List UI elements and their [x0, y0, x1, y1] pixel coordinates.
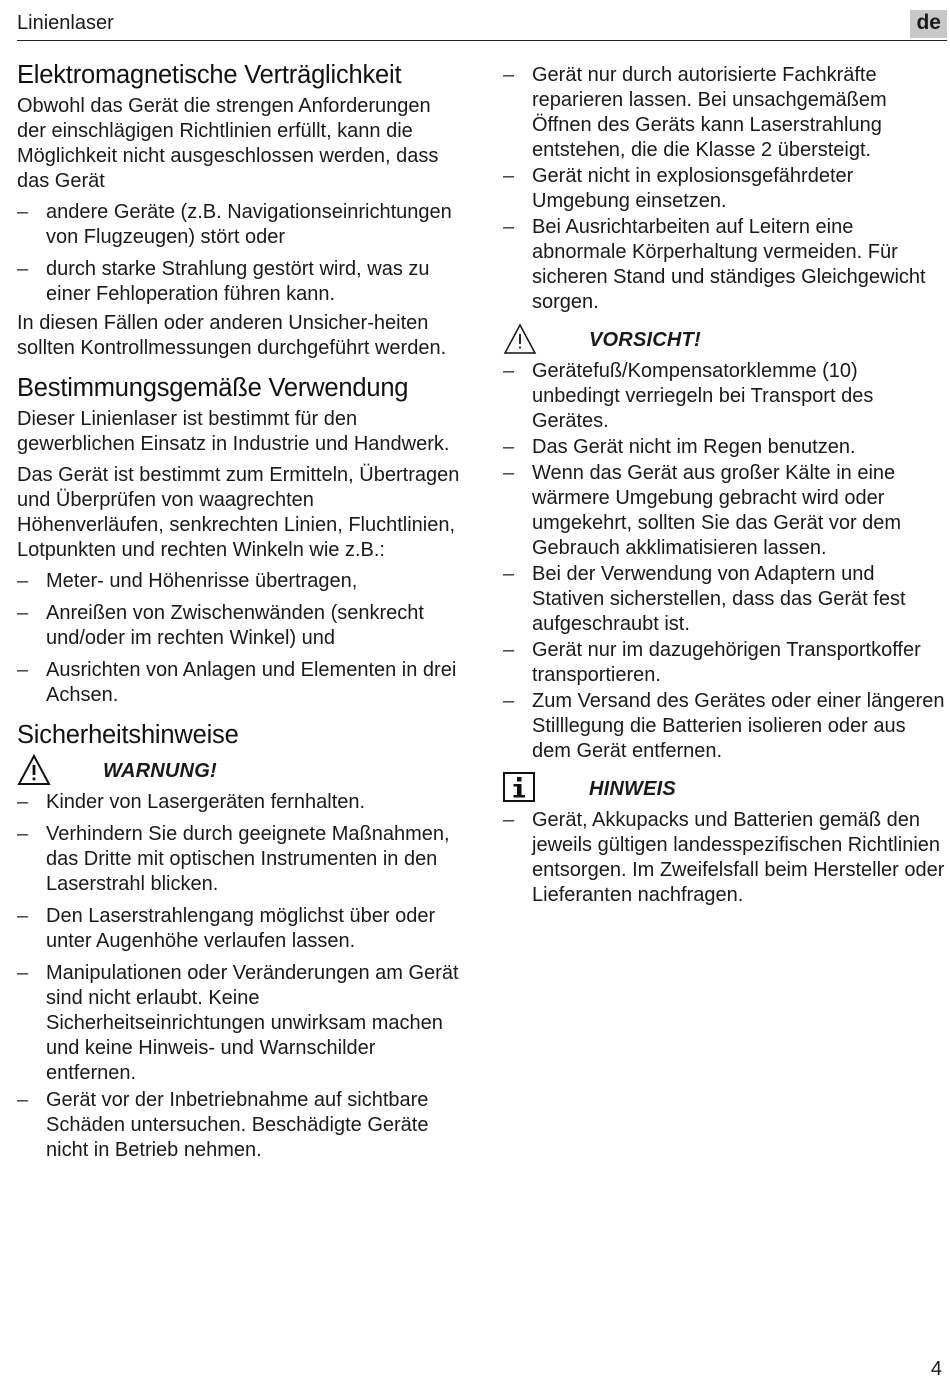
section-title-usage: Bestimmungsgemäße Verwendung — [17, 374, 409, 402]
caution-list — [503, 359, 947, 764]
language-badge: de — [910, 10, 947, 38]
emv-list — [17, 200, 462, 307]
list-item: – Gerät nur im dazugehörigen Transportkoffer transportieren. — [503, 638, 947, 688]
section-emv — [17, 60, 462, 361]
page-header — [17, 8, 947, 41]
list-item: – Gerät nicht in explosionsgefährdeter Umgebung einsetzen. — [503, 164, 947, 214]
warning-list — [17, 790, 462, 1163]
list-item: – durch starke Strahlung gestört wird, was zu einer Fehloperation führen kann. — [17, 257, 462, 307]
warning-triangle-icon — [17, 754, 51, 786]
list-item: – Meter- und Höhenrisse übertragen, — [17, 569, 462, 594]
section-usage — [17, 373, 462, 708]
list-item: – Gerät vor der Inbetriebnahme auf sichtbare Schäden untersuchen. Beschädigte Geräte nicht in Betrieb nehmen. — [17, 1088, 462, 1163]
section-title-safety: Sicherheitshinweise — [17, 721, 239, 749]
list-item: – Manipulationen oder Veränderungen am Gerät sind nicht erlaubt. Keine Sicherheitseinrichtungen unwirksam machen und keine Hinweis- und Warnschilder entfernen. — [17, 961, 462, 1086]
list-item: – Gerätefuß/Kompensatorklemme (10) unbedingt verriegeln bei Transport des Gerätes. — [503, 359, 947, 434]
list-item: – Den Laserstrahlengang möglichst über oder unter Augenhöhe verlaufen lassen. — [17, 904, 462, 954]
usage-list — [17, 569, 462, 708]
left-column — [17, 60, 462, 1175]
warning-notice — [17, 754, 462, 788]
section-safety — [17, 720, 462, 1163]
section-title-emv: Elektromagnetische Verträglichkeit — [17, 61, 402, 89]
caution-label: VORSICHT! — [589, 329, 701, 351]
list-item: – Verhindern Sie durch geeignete Maßnahmen, das Dritte mit optischen Instrumenten in den Laserstrahl blicken. — [17, 822, 462, 897]
warning-list-continued — [503, 63, 947, 315]
list-item: – Gerät nur durch autorisierte Fachkräfte reparieren lassen. Bei unsachgemäßem Öffnen des Geräts kann Laserstrahlung entstehen, die die Klasse 2 übersteigt. — [503, 63, 947, 163]
list-item: – andere Geräte (z.B. Navigationseinrichtungen von Flugzeugen) stört oder — [17, 200, 462, 250]
caution-notice — [503, 323, 947, 357]
note-list — [503, 808, 947, 908]
note-notice — [503, 772, 947, 806]
list-item: – Wenn das Gerät aus großer Kälte in eine wärmere Umgebung gebracht wird oder umgekehrt, sollten Sie das Gerät vor dem Gebrauch akklimatisieren lassen. — [503, 461, 947, 561]
usage-para-1: Dieser Linienlaser ist bestimmt für den gewerblichen Einsatz in Industrie und Handwerk. — [17, 408, 450, 455]
usage-para-2: Das Gerät ist bestimmt zum Ermitteln, Übertragen und Überprüfen von waagrechten Höhenverläufen, senkrechten Linien, Fluchtlinien, Lotpunkten und rechten Winkeln wie z.B.: — [17, 464, 460, 561]
list-item: – Zum Versand des Gerätes oder einer längeren Stilllegung die Batterien isolieren oder aus dem Gerät entfernen. — [503, 689, 947, 764]
list-item: – Gerät, Akkupacks und Batterien gemäß den jeweils gültigen landesspezifischen Richtlinien entsorgen. Im Zweifelsfall beim Hersteller oder Lieferanten nachfragen. — [503, 808, 947, 908]
emv-outro: In diesen Fällen oder anderen Unsicher-heiten sollten Kontrollmessungen durchgeführt werden. — [17, 312, 447, 359]
list-item: – Anreißen von Zwischenwänden (senkrecht und/oder im rechten Winkel) und — [17, 601, 462, 651]
list-item: – Das Gerät nicht im Regen benutzen. — [503, 435, 947, 460]
right-column — [503, 63, 947, 909]
list-item: – Bei Ausrichtarbeiten auf Leitern eine abnormale Körperhaltung vermeiden. Für sicheren Stand und ständiges Gleichgewicht sorgen. — [503, 215, 947, 315]
page-number: 4 — [930, 1358, 942, 1380]
header-title: Linienlaser — [17, 12, 114, 34]
warning-label: WARNUNG! — [103, 760, 217, 782]
note-label: HINWEIS — [589, 778, 676, 800]
info-icon — [503, 772, 535, 802]
emv-intro: Obwohl das Gerät die strengen Anforderungen der einschlägigen Richtlinien erfüllt, kann die Möglichkeit nicht ausgeschlossen werden, dass das Gerät — [17, 95, 439, 192]
list-item: – Bei der Verwendung von Adaptern und Stativen sicherstellen, dass das Gerät fest aufgeschraubt ist. — [503, 562, 947, 637]
list-item: – Ausrichten von Anlagen und Elementen in drei Achsen. — [17, 658, 462, 708]
caution-triangle-icon — [503, 323, 537, 355]
list-item: – Kinder von Lasergeräten fernhalten. — [17, 790, 462, 815]
